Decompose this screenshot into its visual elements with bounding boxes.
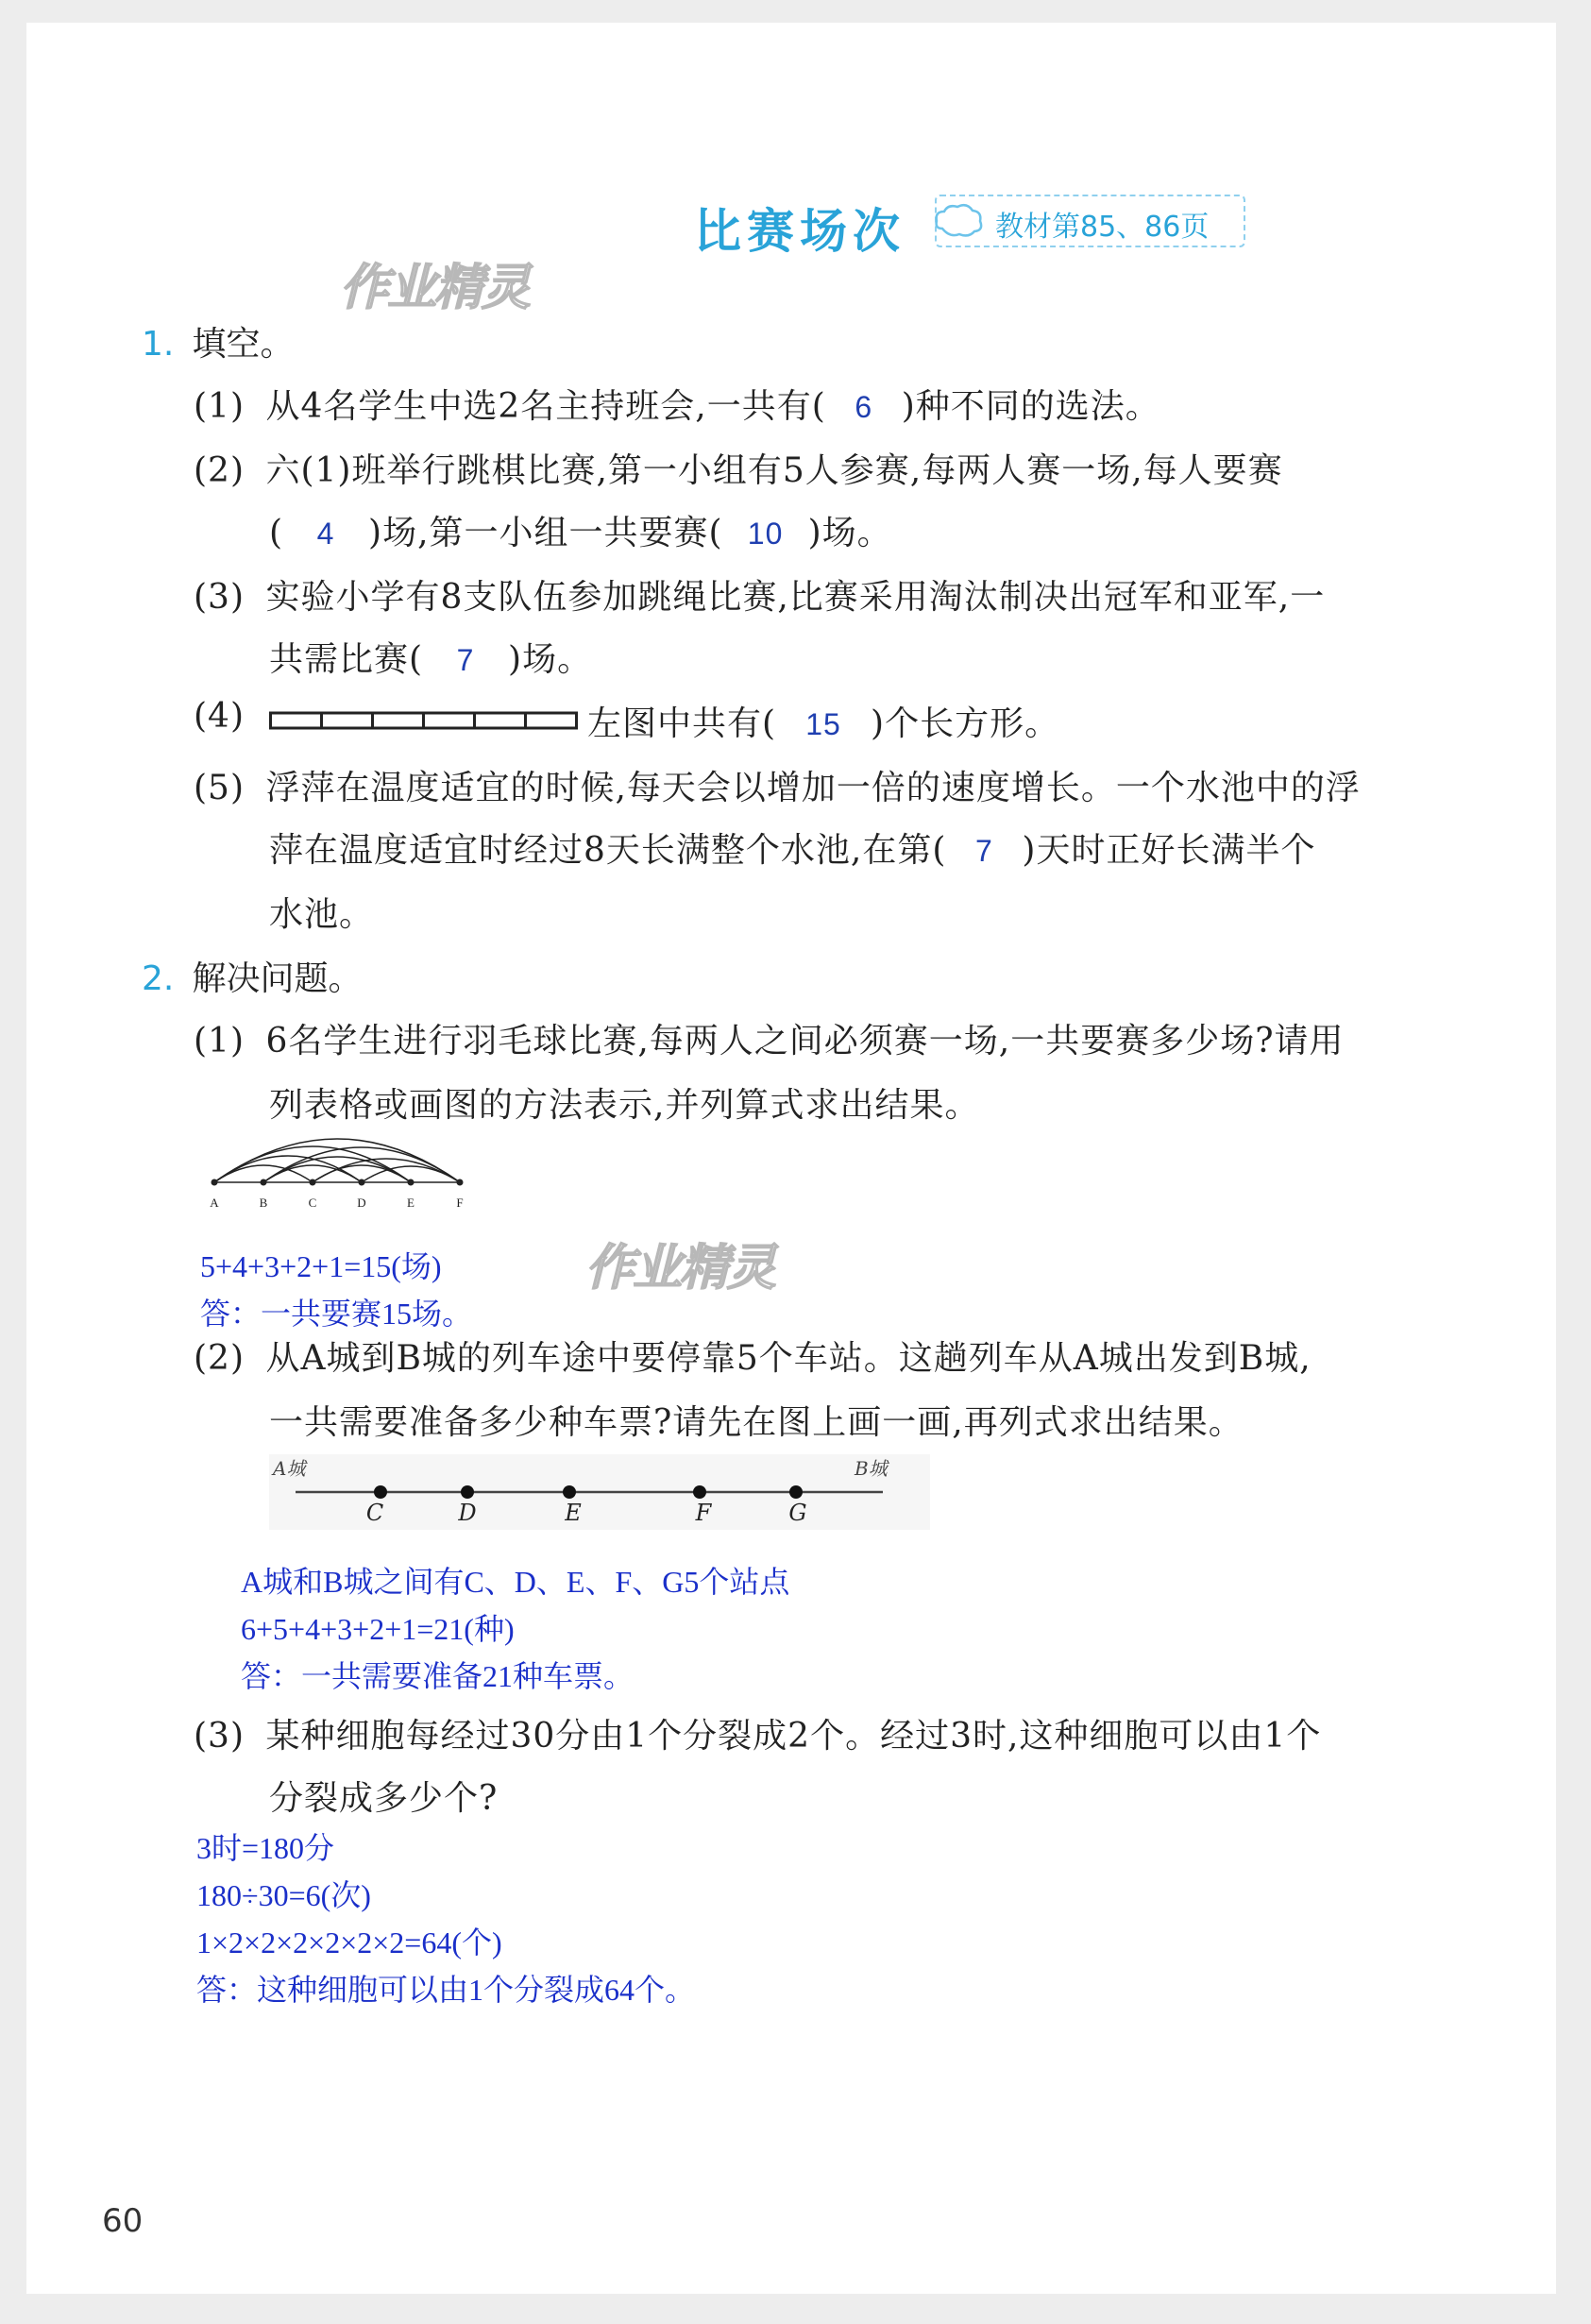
solution-note: A城和B城之间有C、D、E、F、G5个站点 [241, 1565, 790, 1599]
cloud-icon [931, 200, 988, 244]
watermark: 作业精灵 [585, 1240, 775, 1297]
item-text: 六(1)班举行跳棋比赛,第一小组有5人参赛,每两人赛一场,每人要赛 [265, 451, 1283, 490]
item-number: (3) [194, 1717, 245, 1756]
item-text: 从4名学生中选2名主持班会,一共有( [265, 387, 826, 426]
answer-value: 6 [855, 390, 873, 424]
textbook-reference: 教材第85、86页 [995, 211, 1210, 244]
item-text: 共需比赛( [269, 640, 424, 679]
train-route-diagram [269, 1454, 930, 1530]
item-text: 从A城到B城的列车途中要停靠5个车站。这趟列车从A城出发到B城, [265, 1339, 1312, 1378]
q1-item-4-text [587, 697, 1059, 745]
item-number: (2) [194, 1339, 245, 1378]
point-label: F [456, 1196, 464, 1210]
q2-part-3-cont: 分裂成多少个? [269, 1779, 499, 1818]
solution-answer: 答：一共需要准备21种车票。 [241, 1659, 635, 1693]
q1-item-1 [194, 380, 1160, 428]
item-text: 左图中共有( [587, 704, 777, 743]
question-number: 1. [142, 325, 175, 364]
item-text: )个长方形。 [871, 704, 1060, 743]
item-text: 萍在温度适宜时经过8天长满整个水池,在第( [269, 831, 947, 870]
question-1-heading [142, 317, 294, 365]
q2-part-2 [194, 1332, 1312, 1380]
solution-answer: 答：一共要赛15场。 [200, 1297, 473, 1331]
watermark: 作业精灵 [340, 260, 530, 316]
q1-item-4 [194, 697, 245, 736]
item-number: (1) [194, 387, 245, 426]
item-text: 某种细胞每经过30分由1个分裂成2个。经过3时,这种细胞可以由1个 [265, 1717, 1322, 1756]
point-label: C [308, 1196, 317, 1210]
answer-value: 7 [975, 834, 993, 868]
answer-value: 7 [456, 643, 475, 677]
solution-step: 180÷30=6(次) [196, 1878, 371, 1912]
question-number: 2. [142, 959, 175, 998]
q1-item-2 [194, 444, 1283, 492]
station-label: F [695, 1500, 712, 1526]
point-label: E [407, 1196, 415, 1210]
point-label: A [210, 1196, 219, 1210]
solution-step: 3时=180分 [196, 1831, 335, 1865]
q1-item-2-cont [269, 506, 892, 554]
q1-item-3-cont [269, 633, 592, 681]
item-number: (5) [194, 769, 245, 807]
q1-item-5-cont2: 水池。 [269, 895, 375, 934]
item-text: 6名学生进行羽毛球比赛,每两人之间必须赛一场,一共要赛多少场?请用 [265, 1022, 1345, 1060]
question-title: 填空。 [192, 325, 295, 364]
q2-part-3 [194, 1709, 1321, 1757]
solution-answer: 答：这种细胞可以由1个分裂成64个。 [196, 1973, 696, 2007]
answer-value: 10 [747, 517, 784, 551]
segmented-rectangle-figure [269, 710, 579, 733]
city-b-label: B城 [855, 1457, 888, 1480]
item-text: )场。 [508, 640, 593, 679]
page-number: 60 [102, 2202, 144, 2240]
item-text: )场。 [807, 514, 892, 552]
station-label: D [458, 1500, 477, 1526]
q1-item-3 [194, 570, 1325, 619]
q1-item-5 [194, 761, 1361, 809]
item-text: ( [269, 514, 284, 552]
solution-calc: 6+5+4+3+2+1=21(种) [241, 1612, 515, 1646]
q2-part-2-cont: 一共需要准备多少种车票?请先在图上画一画,再列式求出结果。 [269, 1403, 1244, 1442]
item-text: )场,第一小组一共要赛( [368, 514, 723, 552]
match-arc-diagram [194, 1124, 477, 1218]
answer-value: 15 [805, 707, 841, 741]
q1-item-5-cont [269, 823, 1315, 872]
item-number: (3) [194, 578, 245, 617]
station-label: E [565, 1500, 582, 1526]
point-label: B [259, 1196, 268, 1210]
page-title: 比赛场次 [694, 204, 906, 259]
answer-value: 4 [316, 517, 335, 551]
item-number: (1) [194, 1022, 245, 1060]
q2-part-1 [194, 1014, 1345, 1062]
solution-calc: 5+4+3+2+1=15(场) [200, 1249, 442, 1283]
city-a-label: A城 [273, 1457, 306, 1480]
item-text: 实验小学有8支队伍参加跳绳比赛,比赛采用淘汰制决出冠军和亚军,一 [265, 578, 1326, 617]
point-label: D [357, 1196, 366, 1210]
question-title: 解决问题。 [192, 959, 363, 998]
item-number: (4) [194, 697, 245, 736]
item-text: 浮萍在温度适宜的时候,每天会以增加一倍的速度增长。一个水池中的浮 [265, 769, 1361, 807]
item-text: )天时正好长满半个 [1022, 831, 1316, 870]
q2-part-1-cont: 列表格或画图的方法表示,并列算式求出结果。 [269, 1086, 980, 1125]
textbook-reference-tag [935, 195, 1245, 247]
item-number: (2) [194, 451, 245, 490]
station-label: C [365, 1500, 384, 1526]
question-2-heading [142, 952, 362, 1000]
station-label: G [788, 1500, 807, 1526]
solution-step: 1×2×2×2×2×2×2=64(个) [196, 1925, 502, 1959]
item-text: )种不同的选法。 [901, 387, 1160, 426]
